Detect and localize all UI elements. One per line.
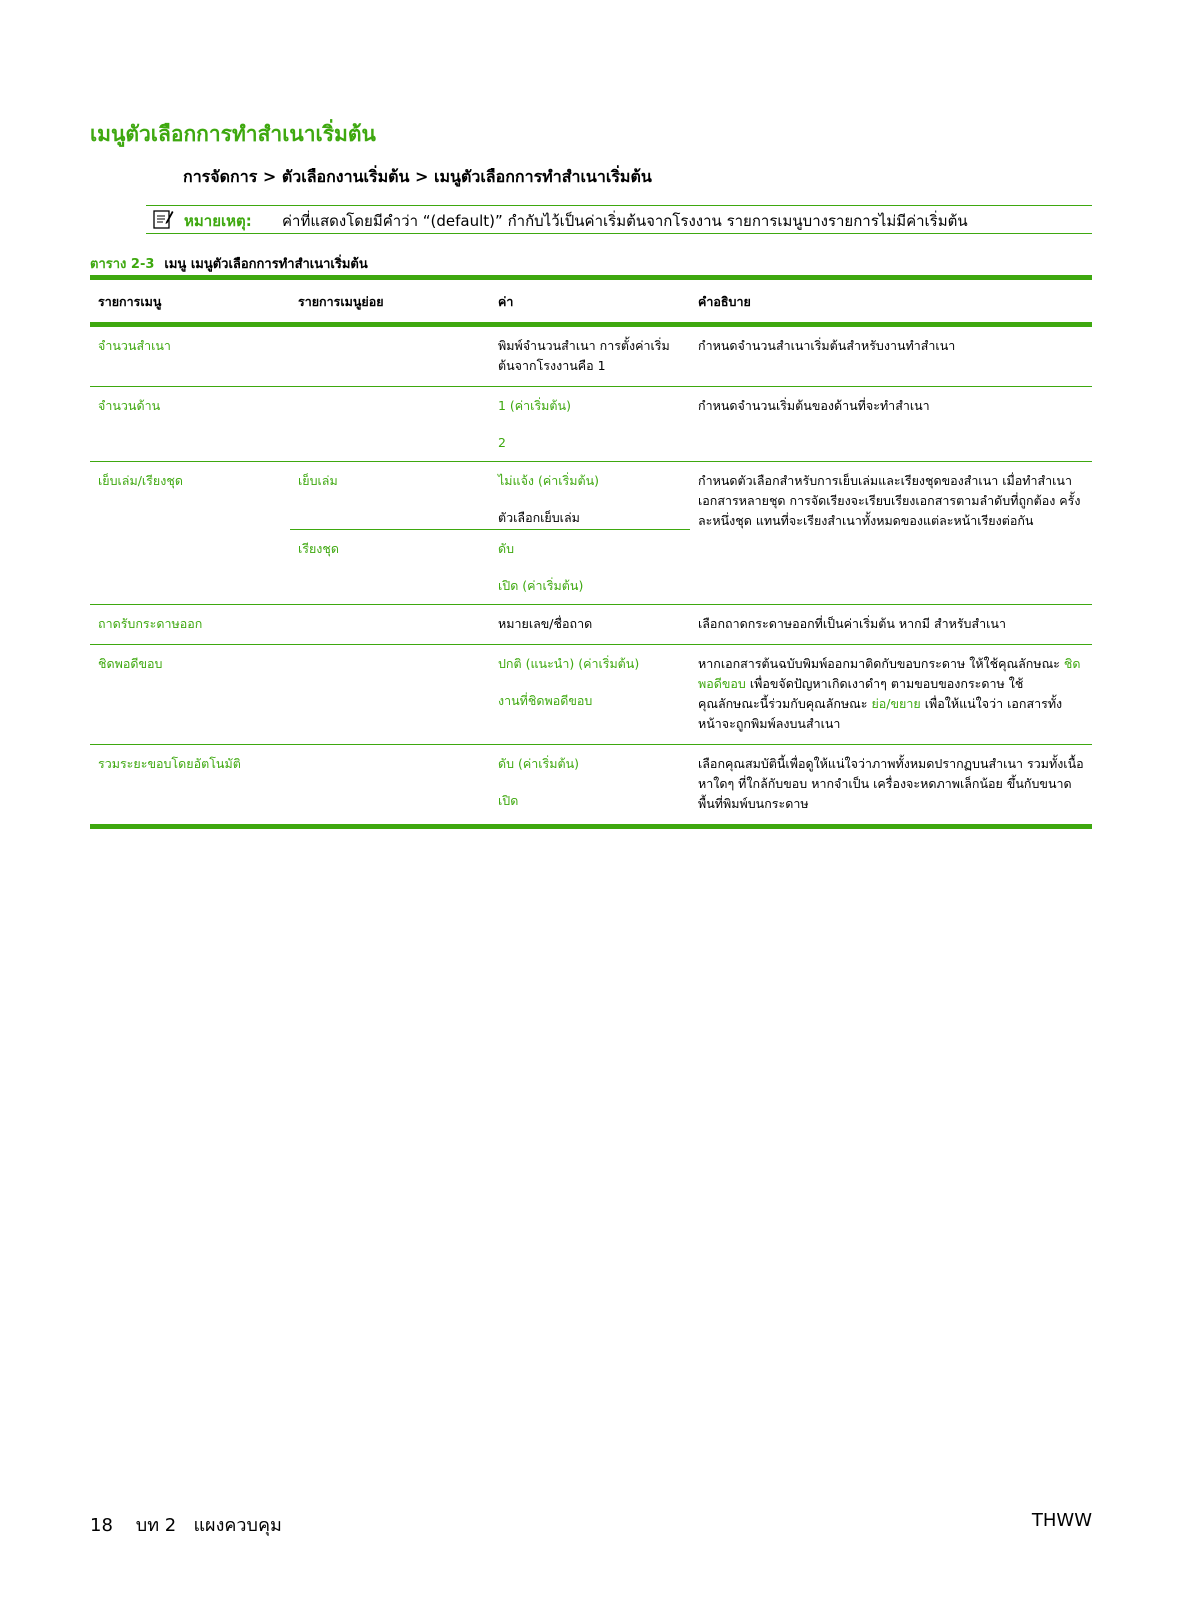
value-option[interactable]: ดับ (ค่าเริ่มต้น) bbox=[498, 756, 580, 771]
value-text: หมายเลข/ชื่อถาด bbox=[498, 616, 593, 631]
page-number: 18 bbox=[90, 1515, 113, 1536]
description-cell bbox=[690, 645, 1092, 745]
value-option[interactable]: เปิด (ค่าเริ่มต้น) bbox=[498, 578, 584, 593]
breadcrumb: การจัดการ > ตัวเลือกงานเริ่มต้น > เมนูตัวเลือกการทำสำเนาเริ่มต้น bbox=[183, 167, 652, 186]
menu-item-link[interactable]: ถาดรับกระดาษออก bbox=[98, 616, 203, 631]
table-row bbox=[90, 325, 1092, 387]
chapter-number: บท 2 bbox=[135, 1515, 177, 1536]
chapter-title: แผงควบคุม bbox=[193, 1515, 282, 1536]
description-cell: กำหนดตัวเลือกสำหรับการเย็บเล่มและเรียงชุดของสำเนา เมื่อทำสำเนาเอกสารหลายชุด การจัดเรียงจะเรียบเรียงเอกสารตามลำดับที่ถูกต้อง ครั้งละหนึ่งชุด แทนที่จะเรียงสำเนาทั้งหมดของแต่ละหน้าเรียงต่อกัน bbox=[690, 462, 1092, 605]
value-option[interactable]: ปกติ (แนะนำ) (ค่าเริ่มต้น) bbox=[498, 656, 640, 671]
submenu-item-cell bbox=[290, 462, 490, 605]
value-option[interactable]: 1 (ค่าเริ่มต้น) bbox=[498, 398, 571, 413]
menu-table bbox=[90, 275, 1092, 829]
value-cell bbox=[490, 387, 690, 462]
menu-item-link[interactable]: จำนวนด้าน bbox=[98, 398, 161, 413]
footer-page-info bbox=[90, 1510, 282, 1539]
menu-item-cell bbox=[90, 605, 290, 645]
value-option[interactable]: 2 bbox=[498, 435, 506, 450]
table-row bbox=[90, 605, 1092, 645]
submenu-item-cell bbox=[290, 325, 490, 387]
description-cell: กำหนดจำนวนสำเนาเริ่มต้นสำหรับงานทำสำเนา bbox=[690, 325, 1092, 387]
note-text: ค่าที่แสดงโดยมีคำว่า “(default)” กำกับไว้เป็นค่าเริ่มต้นจากโรงงาน รายการเมนูบางรายการไม่มีค่าเริ่มต้น bbox=[282, 212, 968, 230]
description-link[interactable]: ย่อ/ขยาย bbox=[871, 696, 921, 711]
submenu-item-cell bbox=[290, 745, 490, 827]
value-option[interactable]: เปิด bbox=[498, 793, 519, 808]
value-cell bbox=[490, 605, 690, 645]
note-box bbox=[146, 205, 1092, 234]
table-caption bbox=[90, 253, 368, 274]
menu-item-cell bbox=[90, 462, 290, 605]
table-header-row bbox=[90, 278, 1092, 325]
value-cell bbox=[490, 325, 690, 387]
submenu-item-cell bbox=[290, 387, 490, 462]
description-cell: เลือกคุณสมบัตินี้เพื่อดูให้แน่ใจว่าภาพทั้งหมดปรากฏบนสำเนา รวมทั้งเนื้อหาใดๆ ที่ใกล้กับขอบ หากจำเป็น เครื่องจะหดภาพเล็กน้อย ขึ้นกับขนาดพื้นที่พิมพ์บนกระดาษ bbox=[690, 745, 1092, 827]
submenu-item-cell bbox=[290, 605, 490, 645]
menu-item-link[interactable]: จำนวนสำเนา bbox=[98, 338, 171, 353]
note-label: หมายเหตุ: bbox=[184, 212, 252, 230]
submenu-item-link[interactable]: เย็บเล่ม bbox=[298, 473, 338, 488]
table-caption-text: เมนู เมนูตัวเลือกการทำสำเนาเริ่มต้น bbox=[164, 257, 368, 272]
submenu-item-link[interactable]: เรียงชุด bbox=[298, 541, 340, 556]
header-submenu-item: รายการเมนูย่อย bbox=[290, 278, 490, 325]
table-row bbox=[90, 645, 1092, 745]
value-option[interactable]: งานที่ชิดพอดีขอบ bbox=[498, 693, 593, 708]
submenu-item-cell bbox=[290, 645, 490, 745]
menu-item-link[interactable]: ชิดพอดีขอบ bbox=[98, 656, 163, 671]
header-description: คำอธิบาย bbox=[690, 278, 1092, 325]
menu-item-cell bbox=[90, 745, 290, 827]
footer-locale: THWW bbox=[1031, 1510, 1092, 1531]
header-value: ค่า bbox=[490, 278, 690, 325]
description-text: เพื่อให้แน่ใจว่า เอกสารทั้งหน้าจะถูกพิมพ์ลงบนสำเนา bbox=[698, 696, 1063, 731]
header-menu-item: รายการเมนู bbox=[90, 278, 290, 325]
menu-item-link[interactable]: เย็บเล่ม/เรียงชุด bbox=[98, 473, 183, 488]
table-row bbox=[90, 745, 1092, 827]
description-cell: กำหนดจำนวนเริ่มต้นของด้านที่จะทำสำเนา bbox=[690, 387, 1092, 462]
page-title: เมนูตัวเลือกการทำสำเนาเริ่มต้น bbox=[90, 122, 376, 146]
menu-item-cell bbox=[90, 387, 290, 462]
value-cell bbox=[490, 745, 690, 827]
menu-item-cell bbox=[90, 645, 290, 745]
value-cell bbox=[490, 645, 690, 745]
table-caption-number: ตาราง 2-3 bbox=[90, 257, 155, 272]
value-text: ตัวเลือกเย็บเล่ม bbox=[498, 510, 580, 525]
subrow-separator bbox=[290, 529, 490, 559]
note-icon bbox=[152, 208, 174, 230]
subrow-separator bbox=[490, 529, 690, 596]
value-text: พิมพ์จำนวนสำเนา การตั้งค่าเริ่มต้นจากโรงงานคือ 1 bbox=[498, 338, 670, 373]
menu-item-cell bbox=[90, 325, 290, 387]
value-cell bbox=[490, 462, 690, 605]
table-row bbox=[90, 387, 1092, 462]
value-option[interactable]: ดับ bbox=[498, 541, 515, 556]
value-option[interactable]: ไม่แจ้ง (ค่าเริ่มต้น) bbox=[498, 473, 600, 488]
description-text: เพื่อขจัดปัญหาเกิดเงาดำๆ ตามขอบของกระดาษ ใช้คุณลักษณะนี้ร่วมกับคุณลักษณะ bbox=[698, 676, 1024, 711]
menu-item-link[interactable]: รวมระยะขอบโดยอัตโนมัติ bbox=[98, 756, 241, 771]
description-link[interactable]: ชิดพอดีขอบ bbox=[698, 656, 1081, 691]
description-cell: เลือกถาดกระดาษออกที่เป็นค่าเริ่มต้น หากมี สำหรับสำเนา bbox=[690, 605, 1092, 645]
description-text: หากเอกสารต้นฉบับพิมพ์ออกมาติดกับขอบกระดาษ ให้ใช้คุณลักษณะ bbox=[698, 656, 1064, 671]
table-row bbox=[90, 462, 1092, 605]
